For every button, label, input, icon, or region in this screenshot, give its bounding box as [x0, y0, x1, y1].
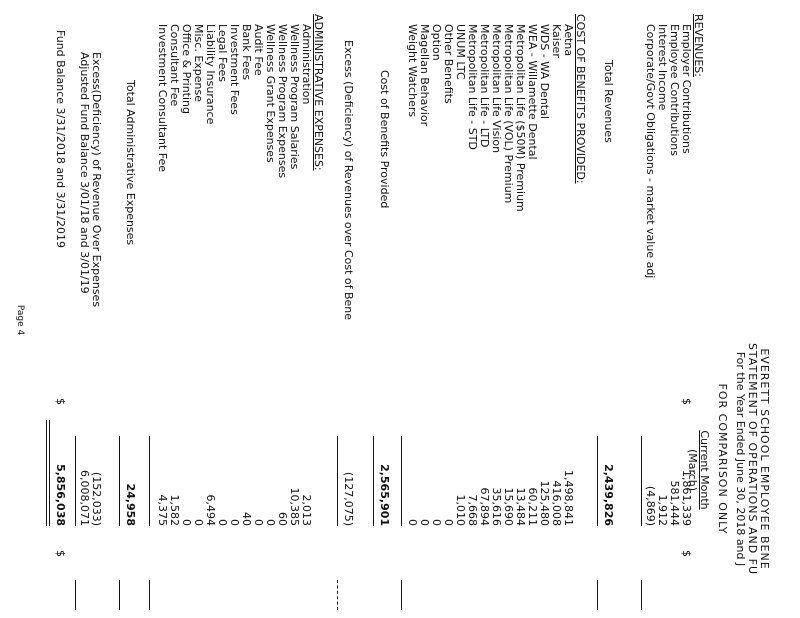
rule [373, 436, 374, 526]
header-line-2: STATEMENT OF OPERATIONS AND FU [746, 342, 759, 576]
admin-label: Audit Fee [252, 24, 265, 76]
benefit-value: 0 [442, 519, 455, 526]
admin-label: Liability Insurance [204, 24, 217, 125]
rule [119, 436, 120, 526]
admin-label: Bank Fees [240, 24, 253, 81]
cost-of-benefits-heading: COST OF BENEFITS PROVIDED: [574, 14, 587, 184]
benefit-value: 35,616 [490, 487, 503, 526]
rule [641, 436, 642, 526]
benefit-label: WDS - WA Dental [538, 24, 551, 119]
rule [149, 580, 150, 610]
column-header-current-month: Current Month [698, 430, 711, 510]
admin-value: 60 [276, 512, 289, 526]
page-number: Page 4 [15, 304, 25, 336]
revenue-value: 1,912 [656, 494, 669, 526]
revenue-value: 1,861,339 [680, 470, 693, 526]
benefit-value: 125,480 [538, 480, 551, 526]
fund-balance-value: 5,856,038 [54, 464, 67, 526]
rule [75, 580, 76, 610]
admin-value: 0 [228, 519, 241, 526]
benefit-label: Metropolitan Life (VOL) Premium [502, 24, 515, 204]
cost-of-benefits-total-value: 2,565,901 [378, 464, 391, 526]
total-revenues-label: Total Revenues [602, 60, 615, 143]
rule [75, 436, 76, 526]
admin-value: 0 [264, 519, 277, 526]
admin-label: Office & Printing [180, 24, 193, 114]
revenue-label: Interest Income [656, 24, 669, 111]
admin-label: Wellness Grant Expenses [264, 24, 277, 163]
admin-value: 0 [216, 519, 229, 526]
benefit-label: WEA - Willamette Dental [526, 24, 539, 160]
excess-over-expenses-value: (152,033) [90, 471, 103, 526]
excess-revenues-label: Excess (Deficiency) of Revenues over Cost of Bene [342, 40, 355, 321]
dollar-sign: $ [54, 550, 67, 557]
benefit-value: 0 [430, 519, 443, 526]
admin-value: 4,375 [156, 494, 169, 526]
column-header-march: (March) [686, 448, 699, 492]
rule [401, 436, 402, 526]
admin-value: 40 [240, 512, 253, 526]
benefit-value: 416,008 [550, 480, 563, 526]
admin-label: Consultant Fee [168, 24, 181, 107]
header-line-3: For the Year Ended June 30, 2018 and J [734, 351, 747, 567]
benefit-label: Aetna [562, 24, 575, 57]
benefit-label: Option [430, 24, 443, 61]
admin-total-value: 24,958 [124, 483, 137, 526]
benefit-label: Magellan Behavior [418, 24, 431, 127]
adjusted-fund-balance-value: 6,008,071 [78, 470, 91, 526]
revenue-label: Employee Contributions [668, 24, 681, 157]
benefit-value: 0 [406, 519, 419, 526]
fund-balance-label: Fund Balance 3/31/2018 and 3/31/2019 [54, 30, 67, 249]
revenues-heading: REVENUES: [692, 14, 705, 77]
revenue-label: Corporate/Govt Obligations - market value adj [644, 24, 657, 279]
adjusted-fund-balance-label: Adjusted Fund Balance 3/01/18 and 3/01/19 [78, 52, 91, 294]
excess-revenues-value: (127,075) [342, 471, 355, 526]
benefit-value: 67,894 [478, 487, 491, 526]
benefit-label: Metropolitan Life Vision [490, 24, 503, 154]
benefit-value: 7,668 [466, 494, 479, 526]
admin-value: 0 [192, 519, 205, 526]
admin-label: Wellness Program Salaries [288, 24, 301, 170]
dollar-sign: $ [54, 398, 67, 405]
benefit-value: 0 [418, 519, 431, 526]
benefit-label: Other Benefits [442, 24, 455, 104]
admin-value: 2,013 [300, 494, 313, 526]
revenue-value: (4,869) [644, 485, 657, 526]
benefit-label: Metropolitan Life - STD [466, 24, 479, 150]
dollar-sign: $ [680, 398, 693, 405]
rule [119, 580, 120, 610]
admin-label: Investment Fees [228, 24, 241, 115]
rule [641, 580, 642, 610]
benefit-value: 1,010 [454, 494, 467, 526]
admin-label: Administration [300, 24, 313, 105]
header-line-1: EVERETT SCHOOL EMPLOYEE BENE [758, 348, 771, 570]
benefit-value: 13,484 [514, 487, 527, 526]
benefit-label: UNUM LTC [454, 24, 467, 80]
dollar-sign: $ [680, 550, 693, 557]
benefit-label: Metropolitan Life - LTD [478, 24, 491, 148]
rule [597, 580, 598, 610]
rule [149, 436, 150, 526]
excess-over-expenses-label: Excess(Deficiency) of Revenue Over Expenses [90, 52, 103, 308]
total-revenues-value: 2,439,826 [602, 464, 615, 526]
admin-label: Wellness Program Expenses [276, 24, 289, 179]
admin-label: Legal Fees [216, 24, 229, 82]
dashed-rule [337, 580, 338, 610]
admin-total-label: Total Administrative Expenses [124, 80, 137, 246]
benefit-label: Metropolitan Life ($50M) Premium [514, 24, 527, 212]
benefit-value: 60,211 [526, 487, 539, 526]
revenue-label: Employer Contributions [680, 24, 693, 154]
benefit-value: 1,498,841 [562, 470, 575, 526]
benefit-label: Kaiser [550, 24, 563, 58]
rule [401, 580, 402, 610]
admin-expenses-heading: ADMINISTRATIVE EXPENSES: [312, 14, 325, 171]
rule [597, 436, 598, 526]
admin-value: 10,385 [288, 487, 301, 526]
admin-value: 0 [180, 519, 193, 526]
admin-label: Misc. Expense [192, 24, 205, 102]
header-line-4: FOR COMPARISON ONLY [716, 383, 729, 535]
admin-label: Investment Consultant Fee [156, 24, 169, 173]
admin-value: 6,494 [204, 494, 217, 526]
revenue-value: 581,444 [668, 480, 681, 526]
admin-value: 0 [252, 519, 265, 526]
double-rule [46, 420, 50, 526]
admin-value: 1,582 [168, 494, 181, 526]
cost-of-benefits-total-label: Cost of Benefits Provided [378, 70, 391, 209]
benefit-value: 15,690 [502, 487, 515, 526]
benefit-label: Weight Watchers [406, 24, 419, 118]
rule [337, 436, 338, 526]
